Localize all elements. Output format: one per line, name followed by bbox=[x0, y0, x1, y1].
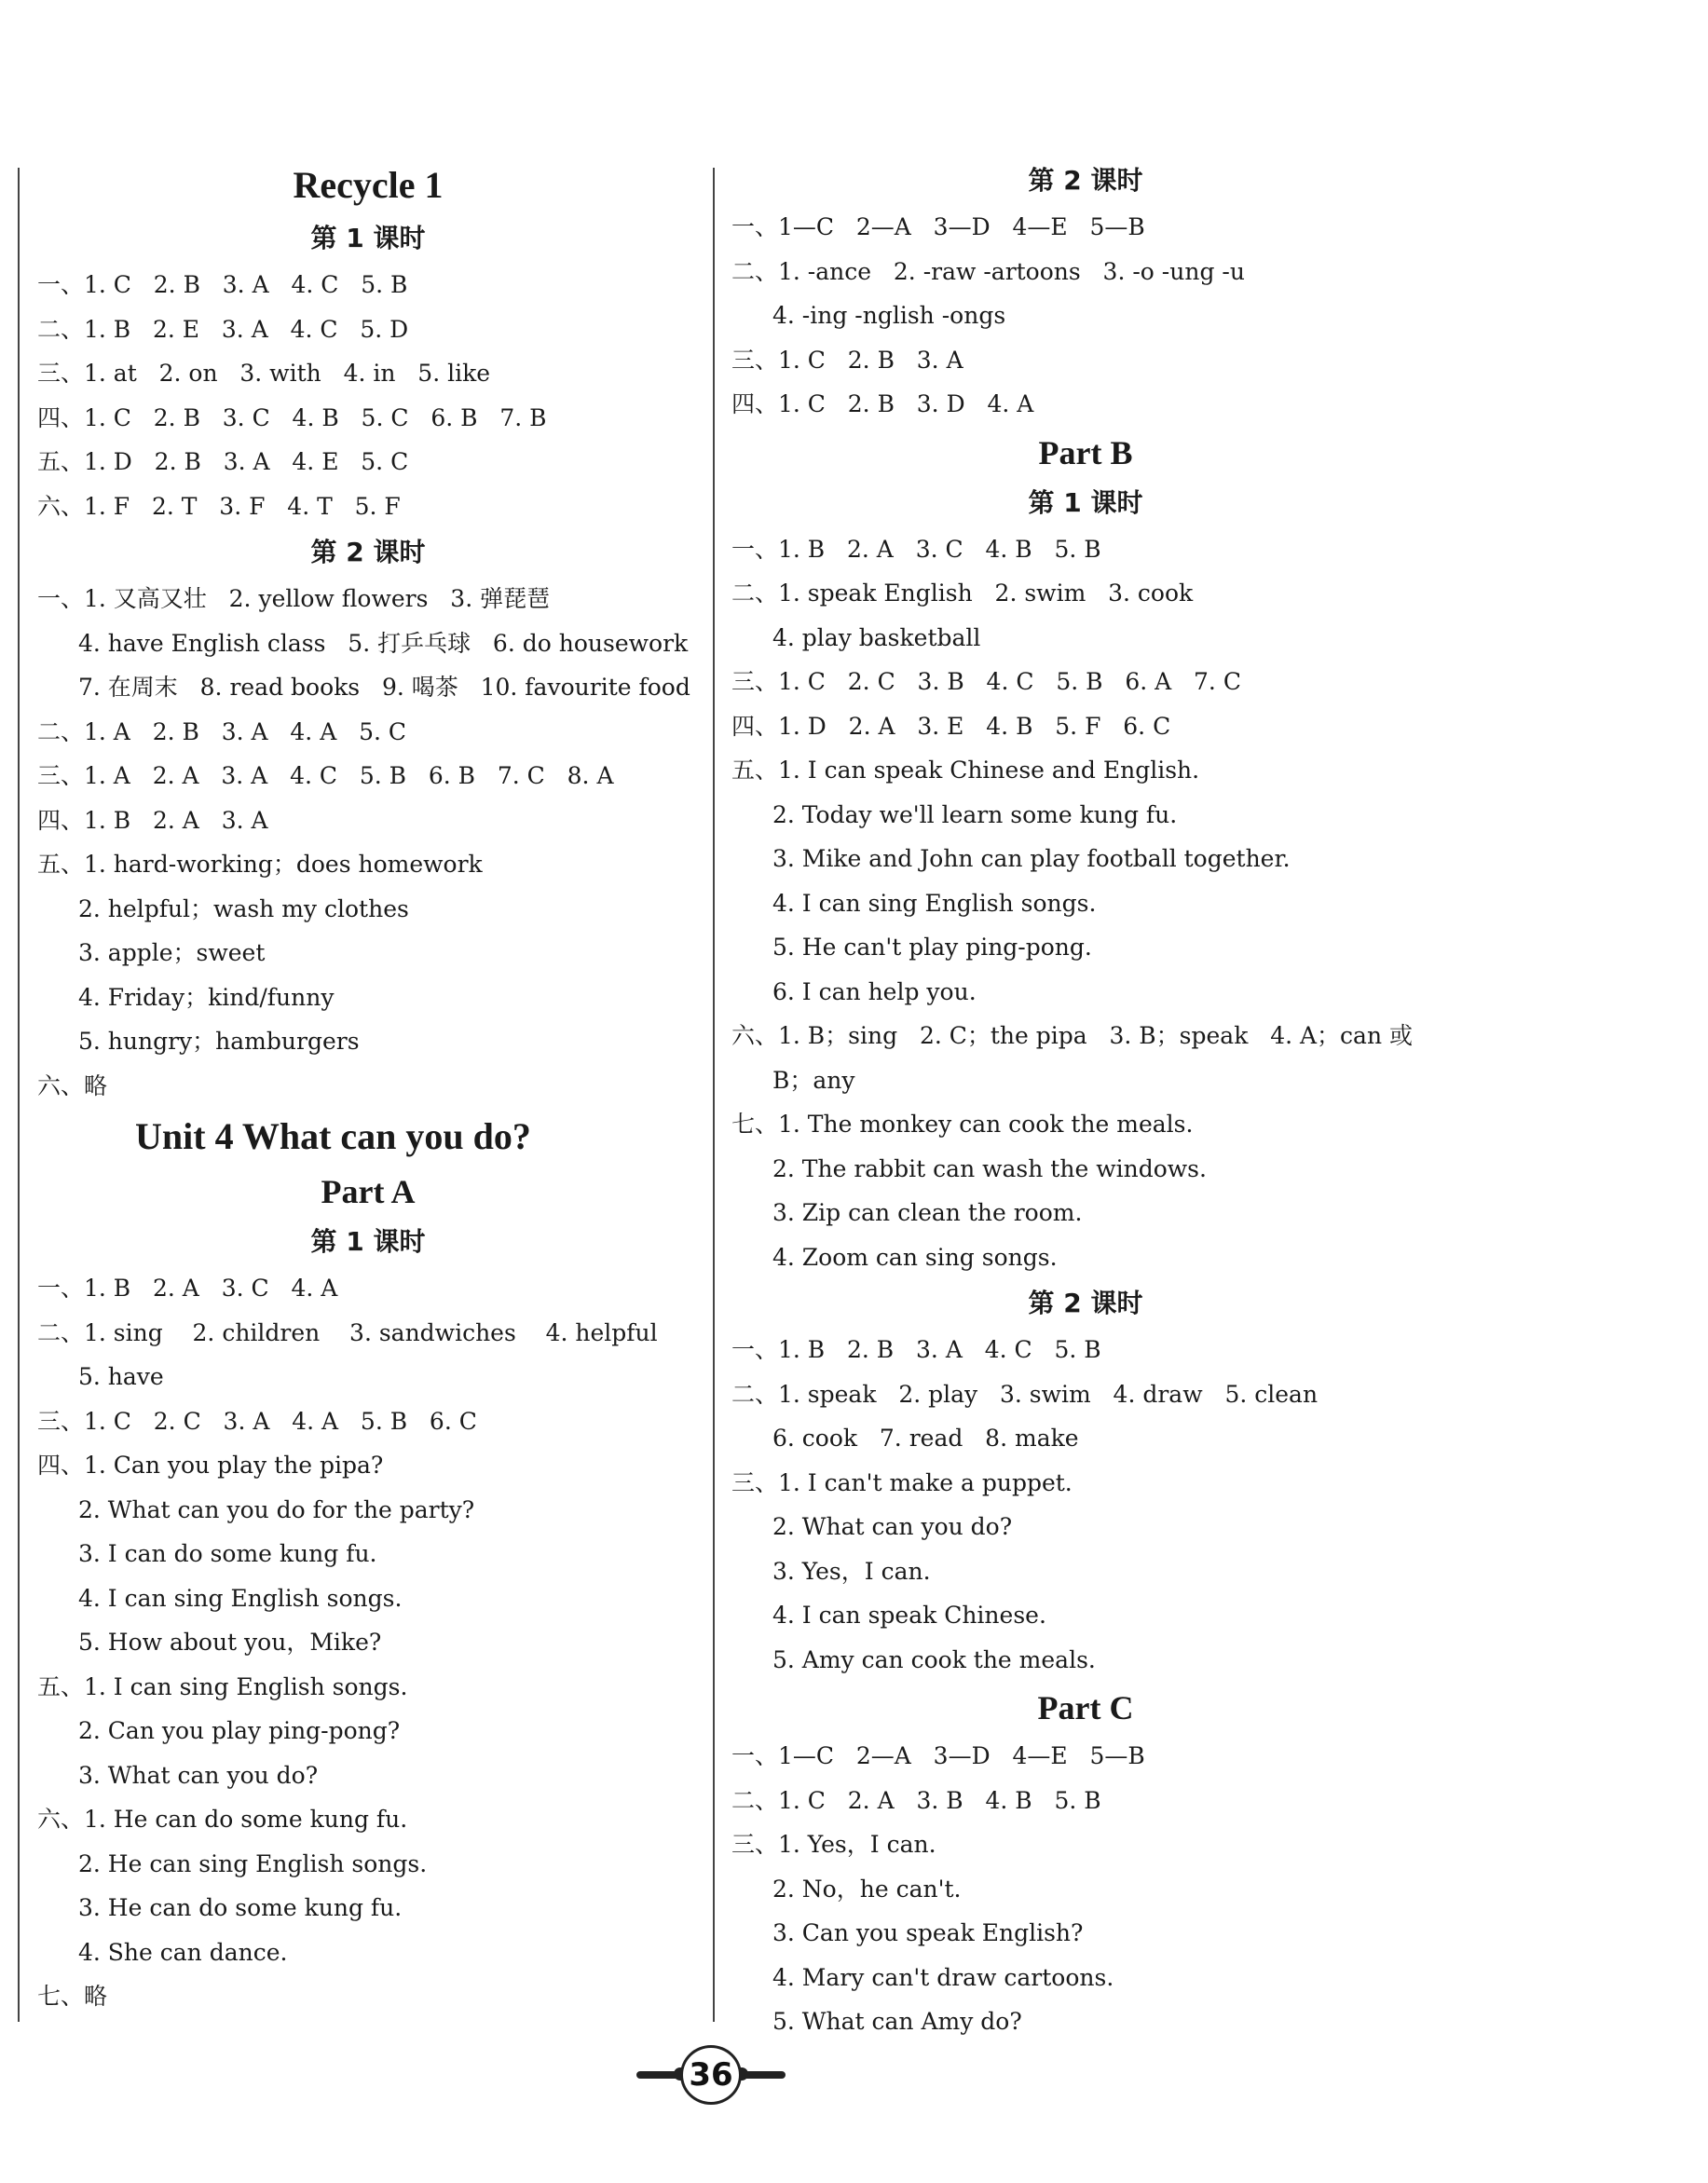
lesson-title: 第 2 课时 bbox=[310, 537, 426, 567]
answer-line-continued: 3. Zip can clean the room. bbox=[772, 1199, 1083, 1226]
answer-line-continued: 4. -ing -nglish -ongs bbox=[772, 302, 1006, 329]
answer-line-continued: 3. Mike and John can play football together. bbox=[772, 845, 1291, 872]
answer-line-continued: 5. hungry；hamburgers bbox=[78, 1028, 360, 1055]
page-number: 36 bbox=[689, 2056, 733, 2094]
answer-line-continued: 2. What can you do? bbox=[772, 1513, 1013, 1540]
lesson-title: 第 1 课时 bbox=[310, 223, 426, 253]
answer-line: 三、1. C 2. C 3. B 4. C 5. B 6. A 7. C bbox=[731, 668, 1241, 695]
answer-line-continued: 5. He can't play ping-pong. bbox=[772, 934, 1092, 961]
answer-line: 三、1. Yes，I can. bbox=[731, 1831, 936, 1858]
answer-line: 三、1. C 2. C 3. A 4. A 5. B 6. C bbox=[37, 1407, 477, 1435]
answer-line: 一、1. 又高又壮 2. yellow flowers 3. 弹琵琶 bbox=[37, 585, 551, 612]
answer-line-continued: 3. He can do some kung fu. bbox=[78, 1894, 403, 1921]
part-title: Part B bbox=[1038, 433, 1133, 471]
lesson-title: 第 1 课时 bbox=[1028, 486, 1143, 518]
answer-line-continued: 4. have English class 5. 打乒乓球 6. do housework bbox=[78, 629, 689, 657]
left-column bbox=[37, 157, 699, 2019]
left-margin-rule bbox=[18, 168, 20, 2022]
answer-line-continued: 4. I can speak Chinese. bbox=[772, 1602, 1046, 1629]
answer-line: 一、1—C 2—A 3—D 4—E 5—B bbox=[731, 213, 1145, 240]
answer-line: 三、1. at 2. on 3. with 4. in 5. like bbox=[37, 360, 491, 387]
answer-line: 六、1. B；sing 2. C；the pipa 3. B；speak 4. A；can 或 bbox=[731, 1022, 1414, 1049]
answer-line-continued: 6. I can help you. bbox=[772, 977, 977, 1005]
answer-line-continued: 4. She can dance. bbox=[78, 1938, 288, 1966]
answer-line-continued: 4. I can sing English songs. bbox=[772, 889, 1097, 917]
page-number-badge bbox=[636, 2045, 786, 2105]
answer-line-continued: 2. The rabbit can wash the windows. bbox=[772, 1154, 1207, 1182]
answer-line-continued: 2. Today we'll learn some kung fu. bbox=[772, 800, 1178, 828]
answer-line: 四、1. Can you play the pipa? bbox=[37, 1452, 384, 1479]
unit-title: Unit 4 What can you do? bbox=[135, 1115, 531, 1157]
answer-line: 二、1. speak English 2. swim 3. cook bbox=[731, 580, 1194, 607]
column-divider bbox=[713, 168, 715, 2022]
answer-line-continued: 6. cook 7. read 8. make bbox=[772, 1425, 1079, 1452]
answer-line: 五、1. D 2. B 3. A 4. E 5. C bbox=[37, 448, 409, 475]
answer-line: 七、1. The monkey can cook the meals. bbox=[731, 1111, 1194, 1138]
answer-line: 六、略 bbox=[37, 1071, 108, 1099]
answer-line-continued: 3. Can you speak English? bbox=[772, 1919, 1084, 1946]
answer-line: 二、1. A 2. B 3. A 4. A 5. C bbox=[37, 717, 407, 745]
answer-line-continued: 2. No，he can't. bbox=[772, 1875, 962, 1903]
answer-line: 六、1. F 2. T 3. F 4. T 5. F bbox=[37, 492, 401, 520]
answer-line: 四、1. D 2. A 3. E 4. B 5. F 6. C bbox=[731, 712, 1171, 740]
answer-line: 一、1. C 2. B 3. A 4. C 5. B bbox=[37, 271, 408, 298]
answer-line: 一、1. B 2. A 3. C 4. B 5. B bbox=[731, 535, 1101, 563]
part-title: Part A bbox=[321, 1173, 416, 1210]
answer-line-continued: 3. I can do some kung fu. bbox=[78, 1540, 377, 1567]
answer-line: 三、1. C 2. B 3. A bbox=[731, 346, 963, 374]
answer-line-continued: 4. Zoom can sing songs. bbox=[772, 1243, 1058, 1271]
page-number-circle bbox=[680, 2045, 742, 2105]
answer-line-continued: 3. Yes，I can. bbox=[772, 1557, 931, 1585]
part-title: Part C bbox=[1037, 1689, 1134, 1726]
answer-line: 六、1. He can do some kung fu. bbox=[37, 1806, 408, 1833]
answer-line-continued: 2. Can you play ping-pong? bbox=[78, 1717, 401, 1744]
answer-line-continued: B；any bbox=[772, 1066, 855, 1094]
answer-line: 五、1. I can sing English songs. bbox=[37, 1672, 408, 1700]
answer-line: 三、1. A 2. A 3. A 4. C 5. B 6. B 7. C 8. A bbox=[37, 762, 614, 789]
answer-line-continued: 2. He can sing English songs. bbox=[78, 1849, 428, 1877]
answer-line: 一、1. B 2. B 3. A 4. C 5. B bbox=[731, 1336, 1101, 1363]
lesson-title: 第 2 课时 bbox=[1028, 1288, 1143, 1318]
answer-line-continued: 4. I can sing English songs. bbox=[78, 1584, 403, 1612]
answer-line-continued: 7. 在周末 8. read books 9. 喝茶 10. favourite food bbox=[78, 674, 690, 701]
answer-line-continued: 3. What can you do? bbox=[78, 1761, 319, 1789]
answer-line: 七、略 bbox=[37, 1983, 108, 2010]
answer-line-continued: 2. What can you do for the party? bbox=[78, 1495, 475, 1523]
answer-line: 五、1. hard-working；does homework bbox=[37, 851, 483, 878]
answer-line-continued: 2. helpful；wash my clothes bbox=[78, 894, 409, 922]
answer-line: 四、1. C 2. B 3. D 4. A bbox=[731, 390, 1034, 417]
answer-line-continued: 3. apple；sweet bbox=[78, 939, 266, 966]
answer-line: 二、1. C 2. A 3. B 4. B 5. B bbox=[731, 1786, 1101, 1814]
answer-line: 五、1. I can speak Chinese and English. bbox=[731, 757, 1200, 784]
answer-line-continued: 4. play basketball bbox=[772, 623, 981, 651]
section-title: Recycle 1 bbox=[293, 164, 444, 206]
answer-line-continued: 4. Mary can't draw cartoons. bbox=[772, 1963, 1114, 1991]
answer-line: 二、1. speak 2. play 3. swim 4. draw 5. clean bbox=[731, 1380, 1319, 1408]
right-column bbox=[731, 157, 1440, 2044]
answer-line-continued: 5. have bbox=[78, 1363, 164, 1390]
answer-line-continued: 5. What can Amy do? bbox=[772, 2008, 1022, 2035]
answer-line: 四、1. C 2. B 3. C 4. B 5. C 6. B 7. B bbox=[37, 403, 547, 431]
answer-line-continued: 4. Friday；kind/funny bbox=[78, 983, 335, 1011]
answer-line: 三、1. I can't make a puppet. bbox=[731, 1468, 1073, 1496]
answer-line: 二、1. -ance 2. -raw -artoons 3. -o -ung -u bbox=[731, 257, 1245, 285]
answer-line: 一、1. B 2. A 3. C 4. A bbox=[37, 1275, 338, 1302]
answer-line: 一、1—C 2—A 3—D 4—E 5—B bbox=[731, 1742, 1145, 1769]
answer-line-continued: 5. How about you，Mike? bbox=[78, 1629, 382, 1656]
lesson-title: 第 2 课时 bbox=[1028, 165, 1143, 196]
answer-line: 二、1. B 2. E 3. A 4. C 5. D bbox=[37, 315, 409, 343]
answer-line-continued: 5. Amy can cook the meals. bbox=[772, 1645, 1096, 1673]
answer-line: 四、1. B 2. A 3. A bbox=[37, 806, 268, 834]
lesson-title: 第 1 课时 bbox=[310, 1226, 426, 1257]
answer-line: 二、1. sing 2. children 3. sandwiches 4. helpful bbox=[37, 1318, 658, 1346]
